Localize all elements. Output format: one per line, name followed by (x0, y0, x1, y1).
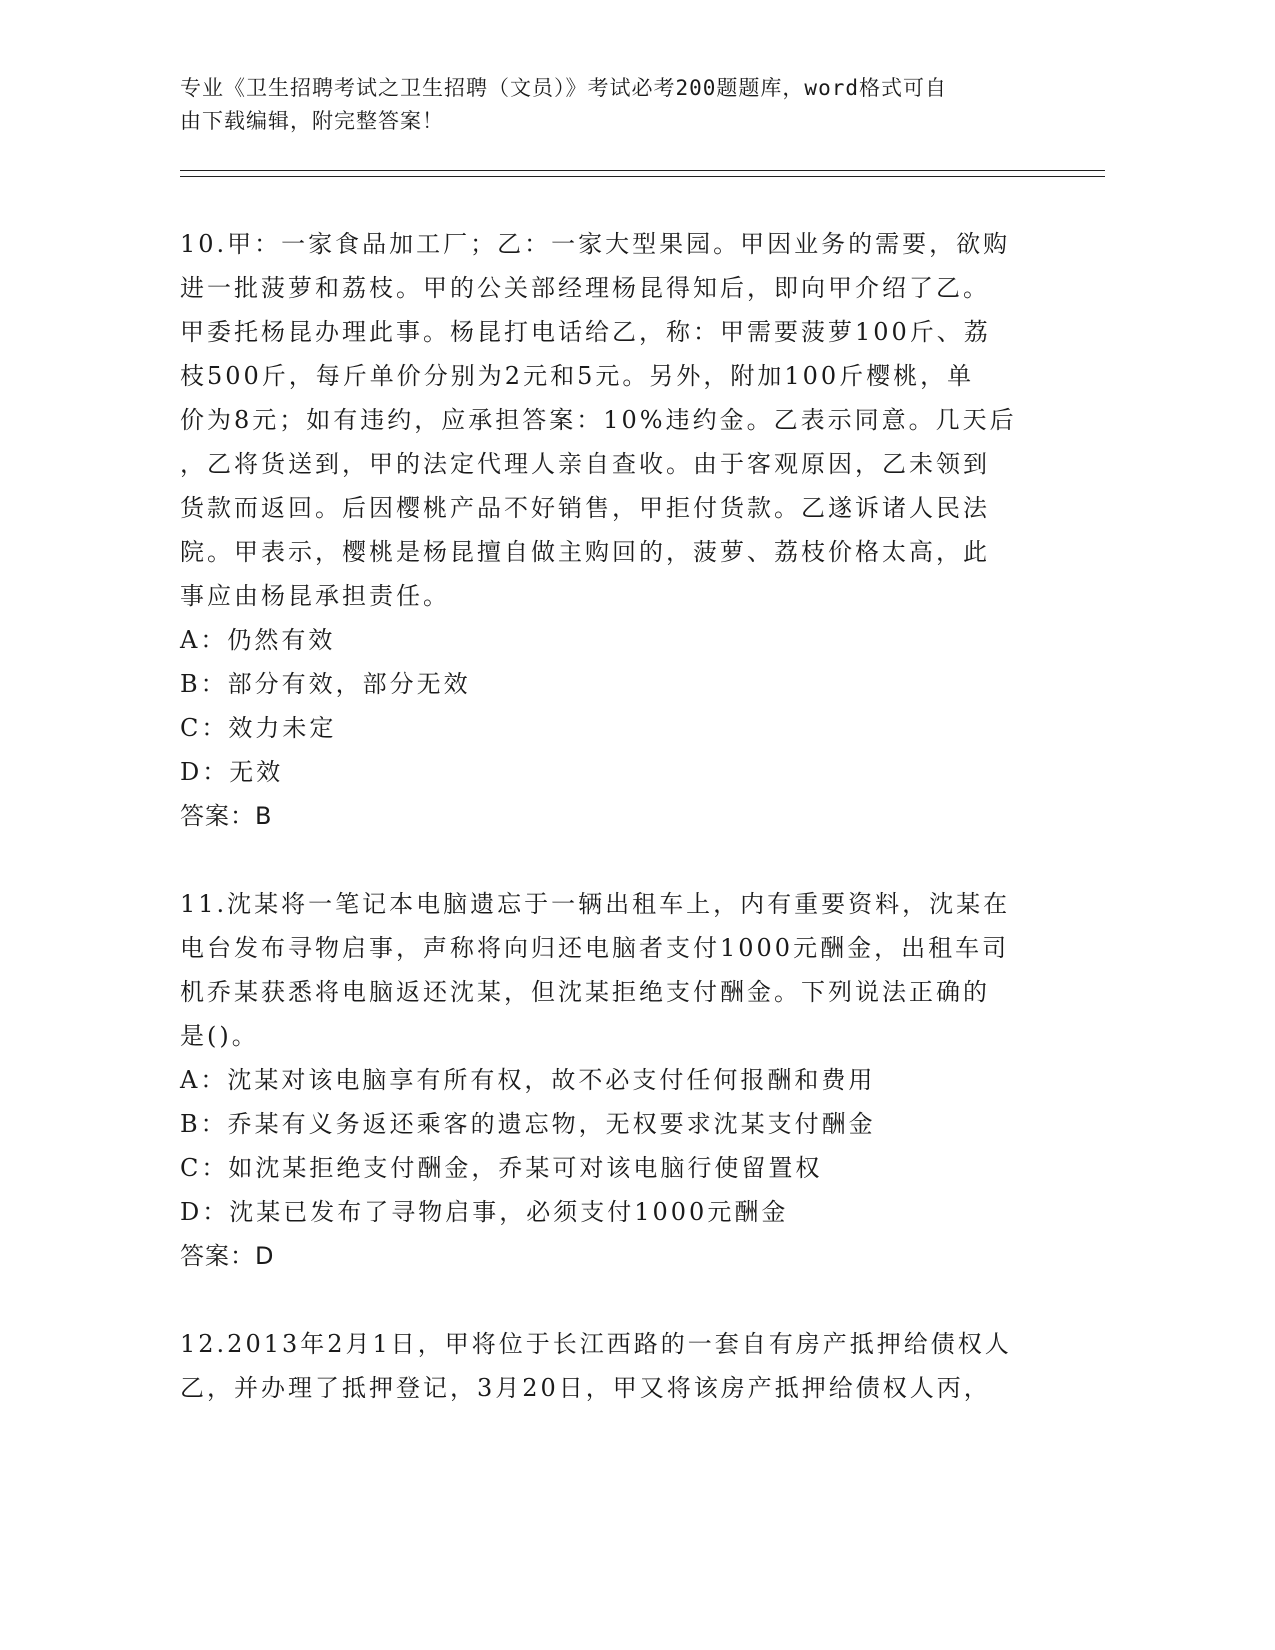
header-divider (180, 176, 1105, 177)
spacer (180, 1278, 1042, 1322)
page-header (180, 72, 1040, 138)
question-text-line: 电台发布寻物启事，声称将向归还电脑者支付1000元酬金，出租车司 (180, 934, 1010, 962)
option-a: A：沈某对该电脑享有所有权，故不必支付任何报酬和费用 (180, 1066, 876, 1094)
question-text-line: 院。甲表示，樱桃是杨昆擅自做主购回的，菠萝、荔枝价格太高，此 (180, 538, 990, 566)
question-text-line: 进一批菠萝和荔枝。甲的公关部经理杨昆得知后，即向甲介绍了乙。 (180, 274, 990, 302)
option-d: D：沈某已发布了寻物启事，必须支付1000元酬金 (180, 1198, 789, 1226)
question-11 (180, 882, 1042, 1278)
option-c: C：效力未定 (180, 714, 337, 742)
question-list (180, 222, 1042, 1410)
question-text-line: 12.2013年2月1日，甲将位于长江西路的一套自有房产抵押给债权人 (180, 1330, 1012, 1358)
answer-line: 答案：D (180, 1242, 275, 1270)
option-b: B：乔某有义务返还乘客的遗忘物，无权要求沈某支付酬金 (180, 1110, 876, 1138)
question-text-line: 事应由杨昆承担责任。 (180, 582, 450, 610)
option-b: B：部分有效，部分无效 (180, 670, 471, 698)
header-divider (180, 170, 1105, 171)
answer-line: 答案：B (180, 802, 273, 830)
question-text-line: 10.甲：一家食品加工厂；乙：一家大型果园。甲因业务的需要，欲购 (180, 230, 1011, 258)
question-text-line: 货款而返回。后因樱桃产品不好销售，甲拒付货款。乙遂诉诸人民法 (180, 494, 990, 522)
question-text-line: 是()。 (180, 1022, 259, 1050)
question-10 (180, 222, 1042, 838)
option-a: A：仍然有效 (180, 626, 336, 654)
question-text-line: 机乔某获悉将电脑返还沈某，但沈某拒绝支付酬金。下列说法正确的 (180, 978, 990, 1006)
question-text-line: 价为8元；如有违约，应承担答案：10%违约金。乙表示同意。几天后 (180, 406, 1017, 434)
question-text-line: 甲委托杨昆办理此事。杨昆打电话给乙，称：甲需要菠萝100斤、荔 (180, 318, 991, 346)
question-text-line: 枝500斤，每斤单价分别为2元和5元。另外，附加100斤樱桃，单 (180, 362, 975, 390)
option-d: D：无效 (180, 758, 284, 786)
question-text-line: ，乙将货送到，甲的法定代理人亲自查收。由于客观原因，乙未领到 (180, 450, 990, 478)
spacer (180, 838, 1042, 882)
question-text-line: 11.沈某将一笔记本电脑遗忘于一辆出租车上，内有重要资料，沈某在 (180, 890, 1011, 918)
header-line: 由下载编辑，附完整答案！ (180, 109, 444, 133)
header-line: 专业《卫生招聘考试之卫生招聘（文员）》考试必考200题题库，word格式可自 (180, 76, 947, 100)
question-12 (180, 1322, 1042, 1410)
option-c: C：如沈某拒绝支付酬金，乔某可对该电脑行使留置权 (180, 1154, 823, 1182)
question-text-line: 乙，并办理了抵押登记，3月20日，甲又将该房产抵押给债权人丙， (180, 1374, 991, 1402)
